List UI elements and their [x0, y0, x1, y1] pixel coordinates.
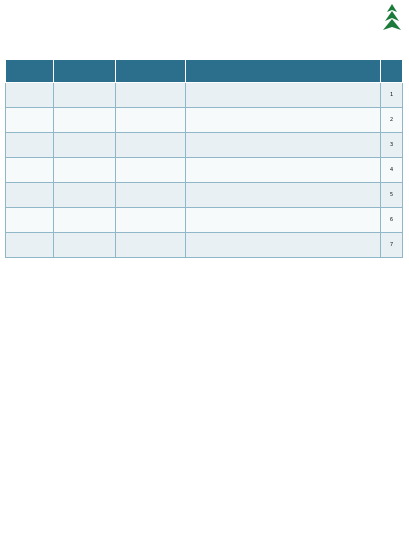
row-estimate	[116, 233, 186, 258]
col-header-deposit	[54, 60, 116, 83]
table-header-row	[6, 60, 403, 83]
row-subject	[186, 133, 381, 158]
col-header-duration	[6, 60, 54, 83]
table-row	[6, 183, 403, 208]
row-deposit	[54, 133, 116, 158]
row-duration	[6, 83, 54, 108]
row-number: 3	[381, 133, 403, 158]
table-row	[6, 108, 403, 133]
table-row	[6, 83, 403, 108]
row-estimate	[116, 158, 186, 183]
row-deposit	[54, 158, 116, 183]
row-duration	[6, 233, 54, 258]
row-duration	[6, 133, 54, 158]
row-deposit	[54, 208, 116, 233]
table-row	[6, 158, 403, 183]
row-number: 6	[381, 208, 403, 233]
row-subject	[186, 108, 381, 133]
row-subject	[186, 233, 381, 258]
footer-signature	[0, 525, 409, 555]
row-number: 5	[381, 183, 403, 208]
row-estimate	[116, 183, 186, 208]
row-deposit	[54, 108, 116, 133]
row-estimate	[116, 83, 186, 108]
row-number: 1	[381, 83, 403, 108]
intro-paragraph	[8, 34, 401, 56]
row-estimate	[116, 108, 186, 133]
row-number: 4	[381, 158, 403, 183]
row-number: 2	[381, 108, 403, 133]
row-duration	[6, 208, 54, 233]
row-estimate	[116, 208, 186, 233]
table-row	[6, 208, 403, 233]
municipality-logo-icon	[379, 2, 405, 32]
row-deposit	[54, 183, 116, 208]
conditions-text	[8, 262, 401, 434]
row-subject	[186, 158, 381, 183]
table-row	[6, 133, 403, 158]
notice-header	[0, 0, 409, 22]
row-subject	[186, 183, 381, 208]
row-duration	[6, 108, 54, 133]
col-header-row-number	[381, 60, 403, 83]
table-row	[6, 233, 403, 258]
col-header-subject	[186, 60, 381, 83]
row-number: 7	[381, 233, 403, 258]
tender-table	[5, 59, 403, 258]
row-subject	[186, 83, 381, 108]
row-duration	[6, 183, 54, 208]
row-deposit	[54, 233, 116, 258]
row-deposit	[54, 83, 116, 108]
row-estimate	[116, 133, 186, 158]
col-header-estimate	[116, 60, 186, 83]
row-duration	[6, 158, 54, 183]
row-subject	[186, 208, 381, 233]
